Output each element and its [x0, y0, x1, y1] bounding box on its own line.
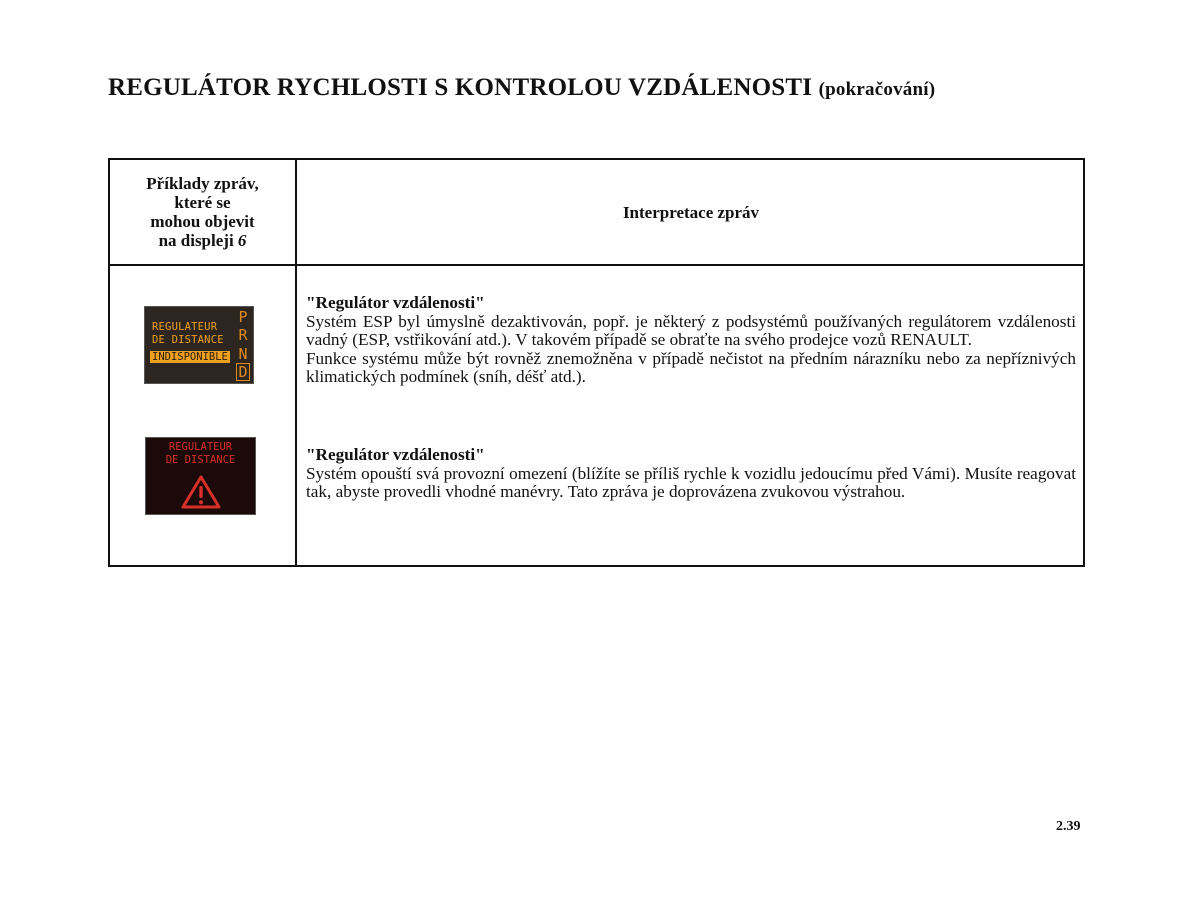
message-table: [108, 158, 1085, 567]
message-paragraph: Funkce systému může být rovněž znemožněna v případě nečistot na předním nárazníku nebo za nepříznivých klimatických podmínek (sníh, déšť atd.).: [306, 348, 1076, 386]
column-header-interpretation: Interpretace zpráv: [622, 203, 760, 222]
message-heading: "Regulátor vzdálenosti": [306, 445, 485, 464]
message-paragraph: Systém opouští svá provozní omezení (blížíte se příliš rychle k vozidlu jedoucímu před Vámi). Musíte reagovat tak, abyste provedli vhodné manévry. Tato zpráva je doprovázena zvukovou výstrahou.: [306, 463, 1076, 501]
column-header-line: Příklady zpráv,: [146, 174, 259, 193]
display-text-line: DE DISTANCE: [152, 334, 224, 346]
column-header-line-text: na displeji: [158, 231, 234, 250]
warning-triangle-icon: [180, 474, 222, 510]
display-text-line: REGULATEUR: [168, 441, 233, 453]
title-main: REGULÁTOR RYCHLOSTI S KONTROLOU VZDÁLENOSTI: [108, 74, 813, 101]
column-header-line: které se: [174, 193, 231, 212]
gear-indicator-d: D: [236, 363, 250, 381]
column-header-examples: [110, 174, 295, 250]
display-number: 6: [237, 231, 247, 250]
page-number: 2.39: [1056, 819, 1081, 834]
column-header-line: mohou objevit: [150, 212, 255, 231]
page-title: [108, 74, 935, 102]
message-heading: "Regulátor vzdálenosti": [306, 293, 485, 312]
display-status-badge: INDISPONIBLE: [152, 351, 228, 363]
display-text-line: DE DISTANCE: [165, 454, 236, 466]
gear-indicator-p: P: [238, 308, 248, 326]
display-text-line: REGULATEUR: [152, 321, 218, 333]
display-image-warning: [145, 437, 256, 515]
title-continuation: (pokračování): [818, 79, 936, 100]
display-image-unavailable: [144, 306, 254, 384]
header-row-divider: [110, 264, 1083, 266]
column-header-line: [110, 231, 295, 250]
message-paragraph: Systém ESP byl úmyslně dezaktivován, popř. je některý z podsystémů používaných regulátorem vzdálenosti vadný (ESP, vstřikování atd.). V takovém případě se obraťte na svého prodejce vozů RENAULT.: [306, 311, 1076, 349]
message-interpretation: [306, 446, 1076, 502]
gear-indicator-n: N: [238, 345, 248, 363]
gear-indicator-r: R: [238, 326, 248, 344]
message-interpretation: [306, 294, 1076, 387]
